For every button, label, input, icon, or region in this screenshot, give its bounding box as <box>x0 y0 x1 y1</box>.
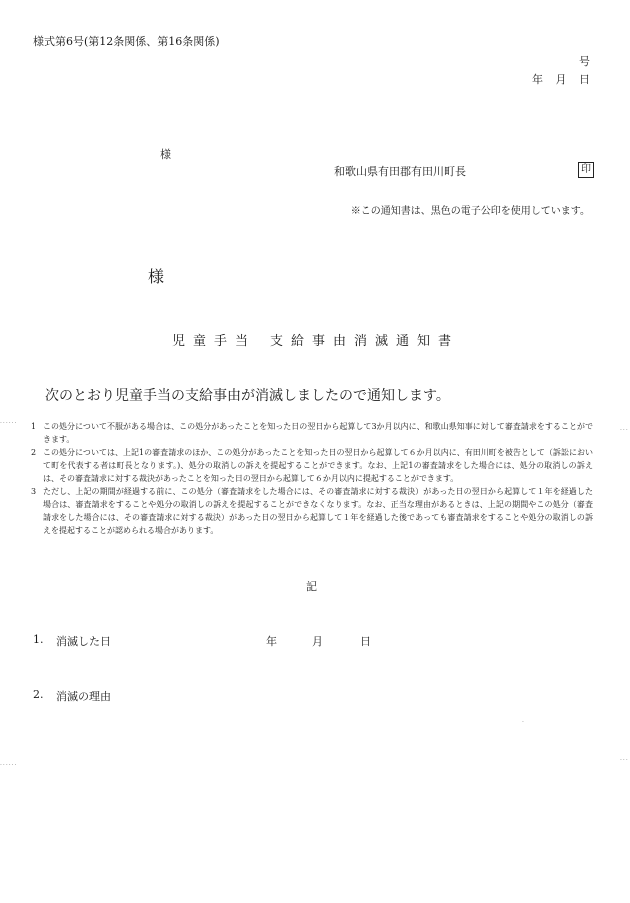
addressee-honorific-small: 様 <box>160 148 171 161</box>
form-number-label: 様式第6号(第12条関係、第16条関係) <box>33 35 220 48</box>
note-text: この処分について不服がある場合は、この処分があったことを知った日の翌日から起算して3か月以内に、和歌山県知事に対して審査請求をすることができます。 <box>43 422 593 444</box>
margin-mark-left-bottom: ...... <box>0 760 18 767</box>
note-number: 1 <box>31 422 37 431</box>
document-number-label: 号 <box>579 55 590 68</box>
document-title-part2: 支給事由消滅通知書 <box>270 334 460 349</box>
item1-number: 1. <box>33 633 44 646</box>
item1-day-label: 日 <box>360 635 371 648</box>
note-number: 3 <box>31 487 37 496</box>
document-title <box>172 330 459 349</box>
note-number: 2 <box>31 448 37 457</box>
appeal-note <box>31 420 593 446</box>
item1-year-label: 年 <box>266 635 277 648</box>
seal-note: ※この通知書は、黒色の電子公印を使用しています。 <box>350 206 590 217</box>
item1-month-label: 月 <box>312 635 323 648</box>
record-heading: 記 <box>306 580 317 593</box>
document-title-part1: 児童手当 <box>172 334 257 349</box>
item2-number: 2. <box>33 688 44 701</box>
margin-mark-right-top: ... <box>620 425 629 432</box>
margin-mark-left-top: ...... <box>0 418 18 425</box>
item1-label: 消滅した日 <box>56 635 111 648</box>
official-seal-box: 印 <box>578 162 594 178</box>
addressee-honorific-large: 様 <box>148 267 165 286</box>
stray-mark: . <box>522 717 525 724</box>
issue-date-line: 年 月 日 <box>532 73 590 86</box>
sender-name: 和歌山県有田郡有田川町長 <box>334 165 466 178</box>
appeal-note <box>31 485 593 537</box>
item2-label: 消滅の理由 <box>56 690 111 703</box>
margin-mark-right-bottom: ... <box>620 755 629 762</box>
appeal-note <box>31 446 593 485</box>
note-text: ただし、上記の期間が経過する前に、この処分（審査請求をした場合には、その審査請求に対する裁決）があった日の翌日から起算して１年を経過した場合は、審査請求をすることや処分の取消しの訴えを提起することができなくなります。なお、正当な理由があるときは、上記の期間やこの処分（審査請求をした場合には、その審査請求に対する裁決）があった日の翌日から起算して１年を経過した後であっても審査請求をすることや処分の取消しの訴えを提起することが認められる場合があります。 <box>43 487 593 535</box>
appeal-notes <box>31 420 593 537</box>
intro-sentence: 次のとおり児童手当の支給事由が消滅しましたので通知します。 <box>45 388 450 404</box>
note-text: この処分については、上記1の審査請求のほか、この処分があったことを知った日の翌日から起算して６か月以内に、有田川町を被告として（訴訟において町を代表する者は町長となります。)、処分の取消しの訴えを提起することができます。なお、上記1の審査請求をした場合には、処分の取消しの訴えは、その審査請求に対する裁決があったことを知った日の翌日から起算して６か月以内に提起することができます。 <box>43 448 593 483</box>
